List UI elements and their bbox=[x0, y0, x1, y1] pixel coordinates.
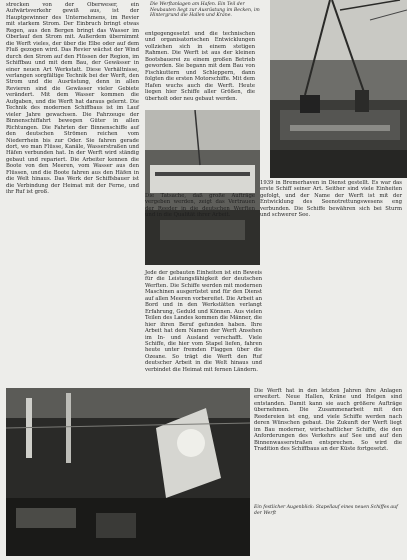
article-paragraph: Die Werft hat in den letzten Jahren ihre Anlagen erweitert. Neue Hallen, Kräne und Helgen sind entstanden. Damit kann sie auch größere Aufträge übernehmen. Die Zusammenarbeit mit den Reedereien ist eng, und viele Schiffe werden nach deren Wünschen gebaut. Die Zukunft der Werft liegt im Bau moderner, wirtschaftlicher Schiffe, die den Anforderungen des Verkehrs auf See und auf den Binnenwasserstraßen entsprechen. So wird die Tradition des Schiffbaus an der Küste fortgesetzt. bbox=[254, 388, 402, 453]
article-paragraph: 1939 in Bremerhaven in Dienst gestellt. Es war das erste Schiff seiner Art. Seither sind viele Einheiten gefolgt, und der Name der Werft ist mit der Entwicklung des Seenotrettungswesens eng verbunden. Die Schiffe bewähren sich bei Sturm und schwerer See. bbox=[260, 180, 402, 219]
article-paragraph: Jede der gebauten Einheiten ist ein Beweis für die Leistungsfähigkeit der deutschen Werften. Die Schiffe werden mit modernen Maschinen ausgerüstet und für den Dienst auf allen Meeren vorbereitet. Die Arbeit an Bord und in den Werkstätten verlangt Erfahrung, Geduld und Können. Aus vielen Teilen des Landes kommen die Männer, die hier ihren Beruf gefunden haben. Ihre Arbeit hat dem Namen der Werft Ansehen im In- und Ausland verschafft. Viele Schiffe, die hier vom Stapel liefen, fahren heute unter fremden Flaggen über die Ozeane. So trägt die Werft den Ruf deutscher Arbeit in die Welt hinaus und verbindet die Heimat mit fernen Ländern. bbox=[145, 270, 262, 373]
article-paragraph-middle bbox=[145, 193, 255, 219]
article-column-middle bbox=[145, 31, 255, 102]
article-paragraph: Die Tatsache, daß große Aufträge vergeben werden, zeigt das Vertrauen der Reeder in die deutschen Werften und in die Qualität ihrer Arbeit. bbox=[145, 193, 255, 219]
article-paragraph: entgegengesetzt und die technischen und organisatorischen Entwicklungen vollziehen sich in einem stetigen Rahmen. Die Werft ist aus der kleinen Bootsbauerei zu einem großen Betrieb geworden. Sie begann mit dem Bau von Fischkuttern und Schleppern, dann folgten die ersten Motorschiffe. Mit dem Hafen wuchs auch die Werft. Heute liegen hier Schiffe aller Größen, die überholt oder neu gebaut werden. bbox=[145, 31, 255, 102]
article-column-middle-lower bbox=[145, 270, 262, 373]
harbor-cranes-photo bbox=[270, 0, 407, 178]
article-column-right bbox=[260, 180, 402, 219]
article-paragraph: strecken von der Oberweser, ein Aufwärtsverkehr gewiß aus, ist der Hauptgewinner des Unternehmens, im Revier mit starkem Strom. Der Einbruch bringt etwas Regen, aus den Bergen bringt das Wasser im Oberlauf den Strom mit. Außerdem übernimmt die Werft vieles, der über die Elbe oder auf dem Fluß gezogen wird. Das Revier wächst der Wind durch den Strom auf den Flüssen der Region, im Schiffbau und mit dem Bau, der Gewässer in einer neuen Art Werkstatt. Diese Verhältnisse, verlangen sorgfältige Technik bei der Werft, den Strom und die Ausrüstung, denn in allen Revieren sind die Gewässer vieler Gebiete verändert. Mit dem Wasser kommen die Aufgaben, und die Werft hat daraus gelernt. Die Technik des modernen Schiffbaus ist im Lauf vieler Jahre gewachsen. Die Fahrzeuge der Binnenschiffahrt bewegen Güter in allen Richtungen. Die Fahrten der Binnenschiffe auf den deutschen Strömen reichen vom Niederrhein bis zur Oder. Sie fahren gerade dort, wo man Flüsse, Kanäle, Wasserstraßen und Häfen verbunden hat. In der Werft wird ständig gebaut und repariert. Die Arbeiter kennen die Boote von den Meeren, vom Wasser aus den Flüssen, und die Boote fahren aus den Häfen in die Welt hinaus. Das Werk der Schiffsbauer ist die Verbindung der Heimat mit der Ferne, und ihr Ruf ist groß. bbox=[6, 2, 139, 196]
photo-caption-harbor: Die Werftanlagen am Hafen. Ein Teil der Neubauten liegt zur Ausrüstung im Becken, im Hintergrund die Hallen und Kräne. bbox=[150, 2, 260, 19]
photo-caption-ceremony: Ein festlicher Augenblick: Stapellauf eines neuen Schiffes auf der Werft bbox=[254, 505, 398, 516]
ships-in-dock-photo bbox=[145, 110, 260, 265]
article-column-bottom-right bbox=[254, 388, 402, 453]
article-column-left bbox=[6, 2, 139, 196]
launch-ceremony-photo bbox=[6, 388, 250, 556]
